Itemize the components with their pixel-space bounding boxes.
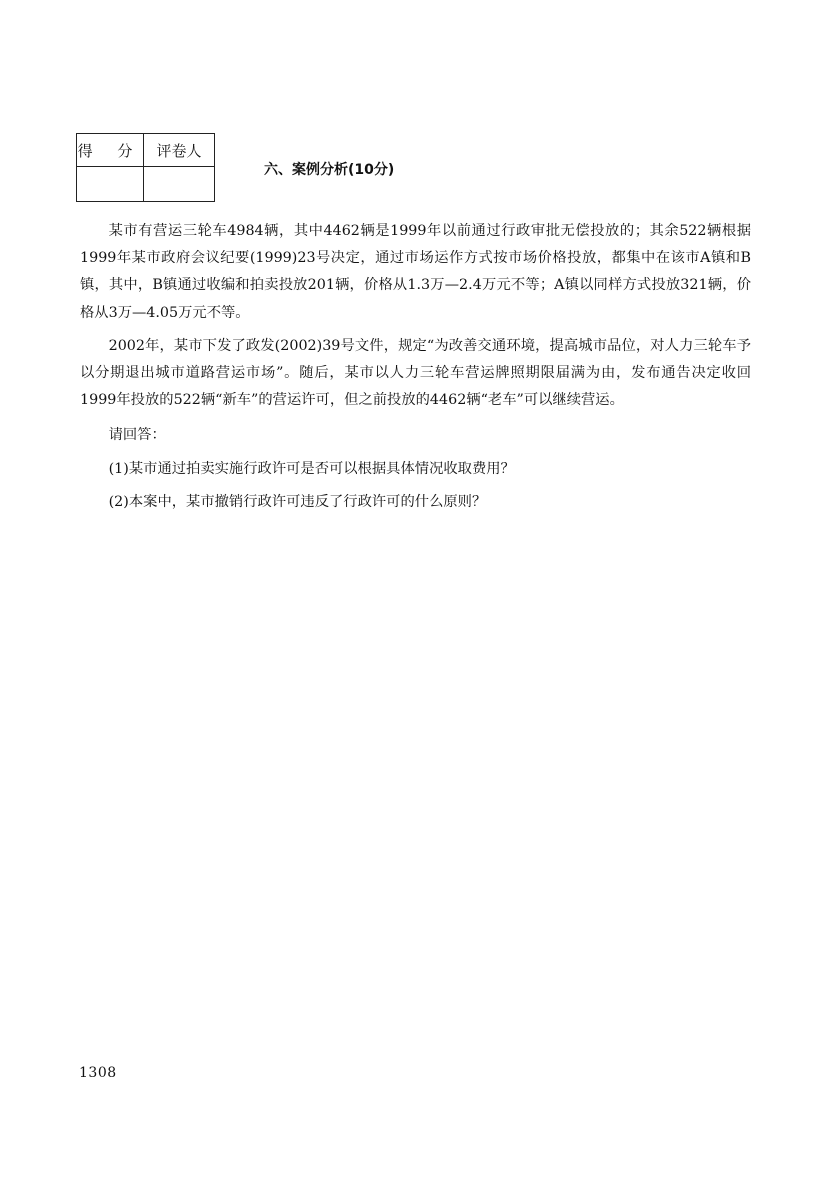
grader-header-cell: 评卷人 [144,134,215,167]
case-paragraph-1: 某市有营运三轮车4984辆，其中4462辆是1999年以前通过行政审批无偿投放的；其余522辆根据1999年某市政府会议纪要(1999)23号决定，通过市场运作方式按市场价格投放，都集中在该市A镇和B镇，其中，B镇通过收编和拍卖投放201辆，价格从1.3万—2.4万元不等；A镇以同样方式投放321辆，价格从3万—4.05万元不等。 [80,223,751,321]
score-table-input-row [77,167,215,202]
question-2: (2)本案中，某市撤销行政许可违反了行政许可的什么原则？ [108,493,487,510]
score-table-header-row [77,134,215,167]
score-header-cell: 得 分 [77,134,144,167]
page-number: 1308 [79,1065,117,1081]
score-table [76,133,215,202]
grader-entry-cell [144,167,215,202]
case-content [80,218,751,516]
section-title: 六、案例分析(10分) [264,162,395,178]
score-entry-cell [77,167,144,202]
case-paragraph-2: 2002年，某市下发了政发(2002)39号文件，规定“为改善交通环境，提高城市品位，对人力三轮车予以分期退出城市道路营运市场”。随后，某市以人力三轮车营运牌照期限届满为由，发布通告决定收回1999年投放的522辆“新车”的营运许可，但之前投放的4462辆“老车”可以继续营运。 [80,337,751,409]
question-1: (1)某市通过拍卖实施行政许可是否可以根据具体情况收取费用？ [108,460,515,477]
answer-prompt: 请回答： [108,427,166,444]
